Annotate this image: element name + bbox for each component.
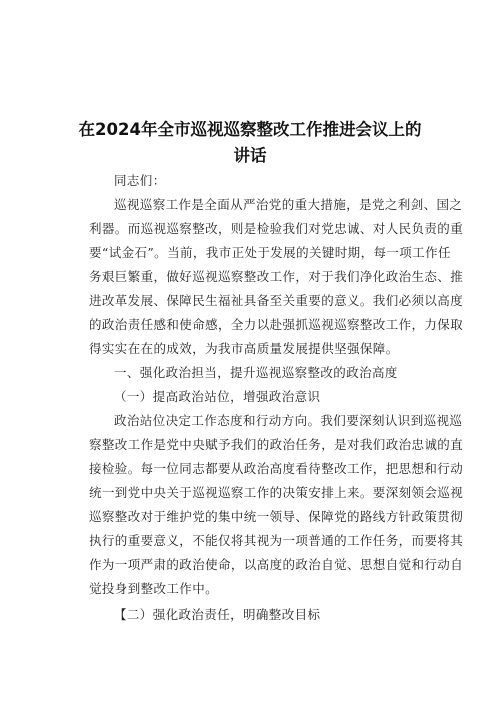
subsection-heading: （一）提高政治站位，增强政治意识	[114, 389, 321, 404]
salutation: 同志们：	[114, 173, 166, 188]
paragraph-line: 利器。而巡视巡察整改，则是检验我们对党忠诚、对人民负责的重	[89, 221, 464, 236]
document-title-line1: 在2024年全市巡视巡察整改工作推进会议上的	[78, 120, 422, 139]
paragraph-line: 巡察整改对于维护党的集中统一领导、保障党的路线方针政策贯彻	[89, 509, 464, 524]
paragraph-line: 得实实在在的成效，为我市高质量发展提供坚强保障。	[89, 341, 399, 356]
paragraph-line: 进改革发展、保障民生福祉具备至关重要的意义。我们必须以高度	[89, 293, 464, 308]
paragraph-line: 接检验。每一位同志都要从政治高度看待整改工作，把思想和行动	[89, 461, 464, 476]
paragraph-line: 统一到党中央关于巡视巡察工作的决策安排上来。要深刻领会巡视	[89, 485, 464, 500]
paragraph-line: 觉投身到整改工作中。	[89, 581, 219, 596]
paragraph-line: 要“试金石”。当前，我市正处于发展的关键时期，每一项工作任	[89, 245, 451, 260]
paragraph-line: 察整改工作是党中央赋予我们的政治任务，是对我们政治忠诚的直	[89, 437, 464, 452]
paragraph-line: 的政治责任感和使命感，全力以赴强抓巡视巡察整改工作，力保取	[89, 317, 464, 332]
document-title-line2: 讲话	[233, 146, 267, 165]
paragraph-line: 巡视巡察工作是全面从严治党的重大措施，是党之利剑、国之	[114, 197, 463, 212]
paragraph-line: 作为一项严肃的政治使命，以高度的政治自觉、思想自觉和行动自	[89, 557, 464, 572]
subsection-heading: 【二）强化政治责任，明确整改目标	[114, 607, 321, 622]
paragraph-line: 务艰巨繁重，做好巡视巡察整改工作，对于我们净化政治生态、推	[89, 269, 464, 284]
section-heading: 一、强化政治担当，提升巡视巡察整改的政治高度	[114, 365, 398, 380]
paragraph-line: 政治站位决定工作态度和行动方向。我们要深刻认识到巡视巡	[114, 413, 463, 428]
paragraph-line: 执行的重要意义，不能仅将其视为一项普通的工作任务，而要将其	[89, 533, 464, 548]
